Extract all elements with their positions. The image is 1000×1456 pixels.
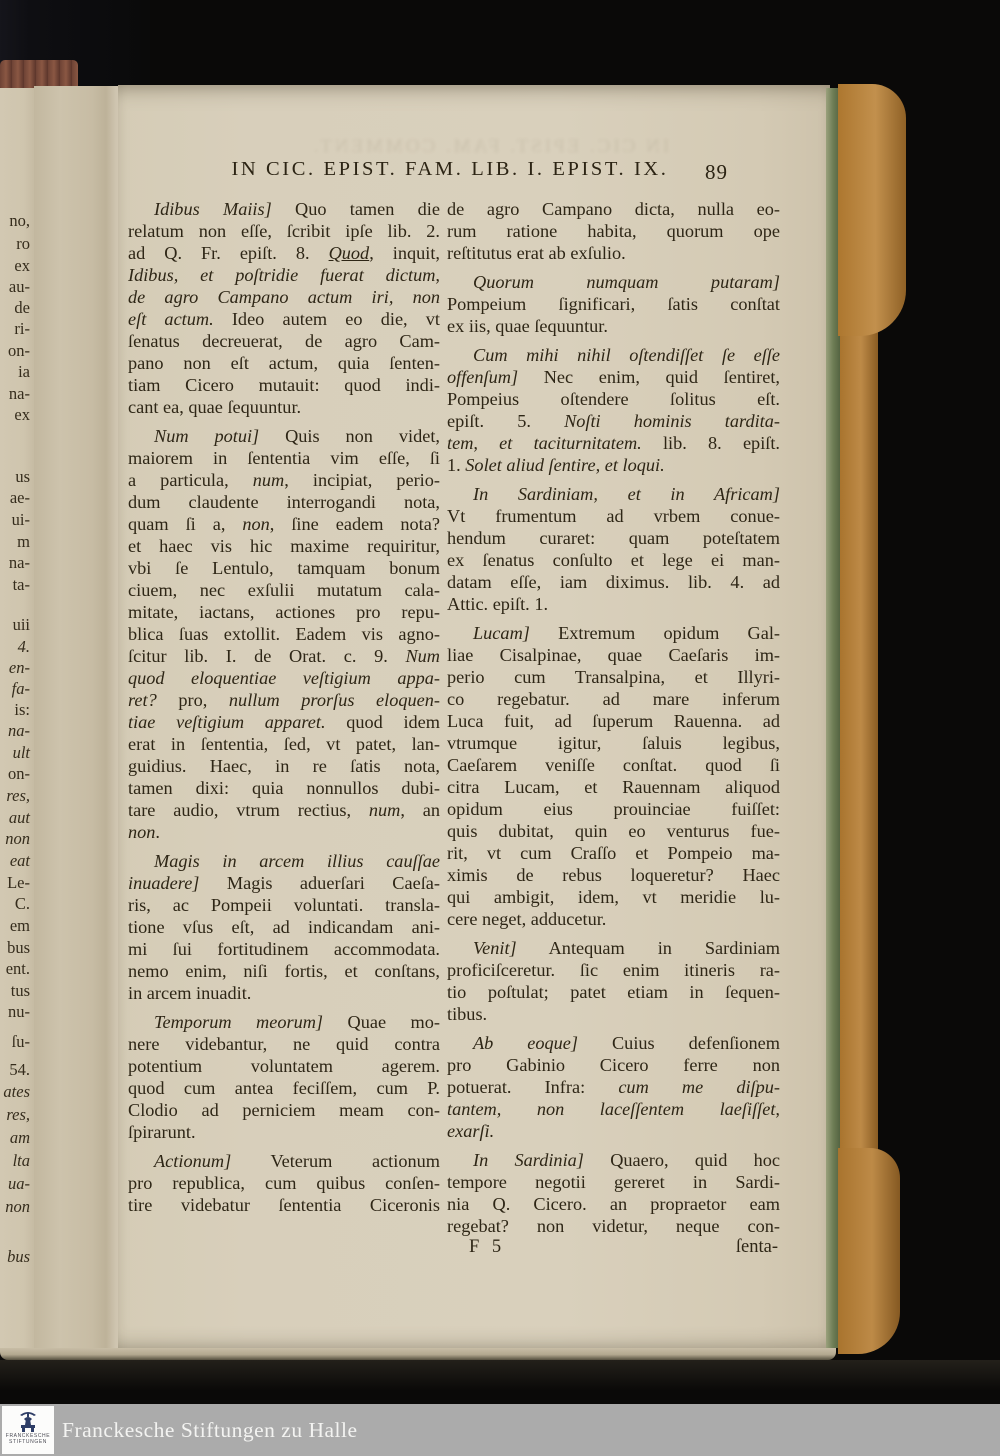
logo-caption-line2: STIFTUNGEN — [9, 1439, 47, 1445]
margin-fragment: am — [9, 1128, 30, 1147]
text-run: , incipiat, perio- — [284, 470, 440, 490]
text-run: , ſine eadem nota? — [269, 514, 440, 534]
text-line — [447, 1032, 780, 1054]
margin-fragment: 4. — [17, 637, 30, 656]
text-line — [447, 198, 780, 220]
text-line — [128, 220, 440, 242]
text-line — [128, 667, 440, 689]
text-run: non — [242, 514, 270, 534]
text-run: erat in ſententia, ſed, vt patet, lan- — [128, 734, 440, 754]
margin-fragment: de — [14, 298, 30, 317]
text-run: tire videbatur ſententia Ciceronis — [128, 1195, 440, 1215]
text-run: Extremum opidum Gal- — [529, 623, 780, 643]
margin-fragment: on- — [8, 341, 30, 360]
text-run: Nec enim, quid ſentiret, — [518, 367, 780, 387]
text-line — [447, 432, 780, 454]
text-line — [447, 293, 780, 315]
catchword: ſenta- — [735, 1237, 778, 1257]
margin-fragment: em — [9, 916, 30, 935]
text-run: proficiſceretur. ſic enim itineris ra- — [447, 960, 780, 980]
text-run: nia Q. Cicero. an propraetor eam — [447, 1194, 780, 1214]
margin-fragment: ult — [12, 743, 30, 762]
leather-corner-top — [838, 84, 906, 336]
margin-fragment: ſu- — [11, 1032, 30, 1051]
text-run: perio cum Transalpina, et Illyri- — [447, 667, 780, 687]
text-run: relatum non eſſe, ſcribit ipſe lib. 2. — [128, 221, 440, 241]
margin-fragment: bus — [7, 1247, 30, 1266]
text-run: tem, et taciturnitatem. — [447, 433, 642, 453]
text-line — [128, 1077, 440, 1099]
text-run: de agro Campano dicta, nulla eo- — [447, 199, 780, 219]
text-line — [447, 820, 780, 842]
margin-fragment: ae- — [9, 488, 30, 507]
text-line — [128, 557, 440, 579]
text-line — [447, 959, 780, 981]
text-line — [447, 483, 780, 505]
text-run: ad Q. Fr. epiſt. 8. — [128, 243, 329, 263]
text-line — [447, 776, 780, 798]
text-run: ſenatus decreuerat, de agro Cam- — [128, 331, 440, 351]
text-run: tamen dixi: quia nonnullos dubi- — [128, 778, 440, 798]
facing-page-text-fragments — [0, 0, 32, 1330]
text-line — [447, 315, 780, 337]
text-line — [447, 732, 780, 754]
text-run: reſtitutus erat ab exſulio. — [447, 243, 626, 263]
text-run: Veterum actionum — [231, 1151, 440, 1171]
text-line — [128, 491, 440, 513]
text-line — [447, 937, 780, 959]
text-line — [128, 286, 440, 308]
text-line — [447, 271, 780, 293]
text-run: blica ſuas extollit. Eadem vis agno- — [128, 624, 440, 644]
running-header: IN CIC. EPIST. FAM. LIB. I. EPIST. IX. — [231, 158, 669, 180]
text-line — [447, 666, 780, 688]
margin-fragment: ui- — [11, 510, 30, 529]
text-run: In Sardiniam, et in Africam] — [473, 484, 780, 504]
margin-fragment: au- — [8, 277, 30, 296]
margin-fragment: ent. — [5, 959, 30, 978]
text-line — [128, 689, 440, 711]
paragraph — [447, 622, 780, 930]
text-run: num — [368, 800, 401, 820]
text-line — [447, 505, 780, 527]
text-column-left — [128, 198, 440, 1216]
text-run: mitate, iactans, actiones pro repu- — [128, 602, 440, 622]
margin-fragment: bus — [7, 938, 30, 957]
paragraph — [447, 937, 780, 1025]
text-run: Idibus, et poſtridie fuerat dictum, — [128, 265, 440, 285]
text-run: rum ratione habita, quorum ope — [447, 221, 780, 241]
text-line — [447, 688, 780, 710]
paragraph — [447, 271, 780, 337]
shadow-below-book — [0, 1360, 1000, 1404]
text-line — [447, 220, 780, 242]
text-line — [447, 644, 780, 666]
paragraph — [447, 1149, 780, 1237]
margin-fragment: ta- — [12, 575, 30, 594]
text-line — [447, 527, 780, 549]
text-line — [447, 754, 780, 776]
margin-fragment: m — [17, 532, 30, 551]
text-run: cum me diſpu- — [618, 1077, 780, 1097]
text-line — [447, 908, 780, 930]
text-run: potentium voluntatem agerem. — [128, 1056, 440, 1076]
text-run: Cuius defenſionem — [578, 1033, 780, 1053]
margin-fragment: on- — [8, 764, 30, 783]
text-run: Num — [405, 646, 440, 666]
text-run: Quae mo- — [323, 1012, 440, 1032]
text-run: Ideo autem eo die, vt — [213, 309, 440, 329]
text-line — [447, 388, 780, 410]
text-line — [128, 1194, 440, 1216]
text-run: rit, vt cum Craſſo et Pompeio ma- — [447, 843, 780, 863]
paragraph — [128, 1011, 440, 1143]
text-line — [128, 850, 440, 872]
text-line — [447, 593, 780, 615]
text-run: Pompeium ſignificari, ſatis conſtat — [447, 294, 780, 314]
text-run: qui ambigit, idem, vt meridie lu- — [447, 887, 780, 907]
text-run: hendum curaret: quam poteſtatem — [447, 528, 780, 548]
text-run: ximis de rebus loqueretur? Haec — [447, 865, 780, 885]
text-line — [128, 469, 440, 491]
text-run: datam eſſe, iam diximus. lib. 4. ad — [447, 572, 780, 592]
text-line — [447, 1054, 780, 1076]
margin-fragment: ro — [16, 234, 30, 253]
text-run: Luca fuit, ad ſuperum Rauenna. ad — [447, 711, 780, 731]
text-line — [447, 981, 780, 1003]
text-run: ret? — [128, 690, 157, 710]
text-run: cant ea, quae ſequuntur. — [128, 397, 302, 417]
text-run: epiſt. 5. — [447, 411, 565, 431]
text-run: Ab eoque] — [473, 1033, 579, 1053]
text-line — [447, 710, 780, 732]
institution-title: Franckesche Stiftungen zu Halle — [62, 1418, 358, 1442]
text-line — [447, 549, 780, 571]
text-run: eſt actum. — [128, 309, 214, 329]
margin-fragment: is: — [14, 700, 30, 719]
text-run: ſcitur lib. I. de Orat. c. 9. — [128, 646, 406, 666]
text-line — [128, 1055, 440, 1077]
text-run: opidum eius prouinciae fuiſſet: — [447, 799, 780, 819]
leather-corner-bottom — [838, 1148, 900, 1354]
text-line — [128, 1172, 440, 1194]
margin-fragment: uii — [12, 615, 30, 634]
paragraph — [447, 198, 780, 264]
margin-fragment: na- — [8, 553, 30, 572]
text-run: tantem, non laceſſentem laeſiſſet, — [447, 1099, 780, 1119]
text-run: Attic. epiſt. 1. — [447, 594, 549, 614]
text-run: vbi ſe Lentulo, tamquam bonum — [128, 558, 440, 578]
text-run: dum claudente interrogandi nota, — [128, 492, 440, 512]
text-run: ciuem, nec exſulii mutatum cala- — [128, 580, 440, 600]
margin-fragment: 54. — [9, 1060, 30, 1079]
text-run: tempore negotii gereret in Sardi- — [447, 1172, 780, 1192]
text-run: nere videbantur, ne quid contra — [128, 1034, 440, 1054]
text-run: Vt frumentum ad vrbem conue- — [447, 506, 780, 526]
text-line — [128, 1011, 440, 1033]
text-run: quis dubitat, quin eo venturus fue- — [447, 821, 780, 841]
text-line — [447, 1149, 780, 1171]
text-run: Quo tamen die — [271, 199, 441, 219]
text-run: cere neget, adducetur. — [447, 909, 607, 929]
text-line — [128, 264, 440, 286]
text-run: inuadere] — [128, 873, 200, 893]
text-line — [447, 571, 780, 593]
text-run: pano non eſt actum, quia ſenten- — [128, 353, 440, 373]
margin-fragment: lta — [12, 1151, 30, 1170]
text-line — [447, 1003, 780, 1025]
text-line — [128, 1150, 440, 1172]
text-run: Caeſarem veniſſe conſtat. quod ſi — [447, 755, 780, 775]
page-stack-bottom-edge — [0, 1348, 836, 1360]
margin-fragment: non — [5, 829, 30, 848]
page-number: 89 — [705, 160, 728, 184]
text-run: de agro Campano actum iri, non — [128, 287, 440, 307]
text-run: lib. 8. epiſt. — [641, 433, 781, 453]
text-run: a particula, — [128, 470, 253, 490]
text-run: Solet aliud ſentire, et loqui. — [465, 455, 665, 475]
text-run: Quod — [328, 243, 370, 263]
text-run: citra Lucam, et Rauennam aliquod — [447, 777, 780, 797]
text-run: Num potui] — [154, 426, 260, 446]
text-run: , an — [400, 800, 440, 820]
text-run: pro, — [156, 690, 229, 710]
text-run: Noſti hominis tardita- — [564, 411, 780, 431]
margin-fragment: ates — [3, 1082, 30, 1101]
margin-fragment: ua- — [8, 1174, 30, 1193]
text-line — [128, 396, 440, 418]
text-line — [128, 579, 440, 601]
text-run: Lucam] — [473, 623, 530, 643]
text-line — [128, 601, 440, 623]
text-line — [128, 352, 440, 374]
text-run: ex iis, quae ſequuntur. — [447, 316, 608, 336]
text-run: tiae veſtigium apparet. — [128, 712, 326, 732]
text-run: maiorem in ſententia vim eſſe, ſi — [128, 448, 440, 468]
text-run: quod eloquentiae veſtigium appa- — [128, 668, 440, 688]
text-run: et haec vis hic maxime requiritur, — [128, 536, 440, 556]
text-line — [447, 410, 780, 432]
margin-fragment: non — [5, 1197, 30, 1216]
text-run: vtrumque igitur, ſaluis legibus, — [447, 733, 780, 753]
text-line — [447, 242, 780, 264]
text-run: tione vſus eſt, ad indicandam ani- — [128, 917, 440, 937]
text-column-right — [447, 198, 780, 1237]
text-run: Pompeius oſtendere ſolitus eſt. — [447, 389, 780, 409]
text-line — [447, 1120, 780, 1142]
text-line — [447, 886, 780, 908]
margin-fragment: aut — [8, 808, 30, 827]
franckesche-logo — [2, 1406, 54, 1454]
margin-fragment: ex — [14, 256, 30, 275]
paragraph — [128, 425, 440, 843]
text-line — [128, 1099, 440, 1121]
text-run: tiam Cicero mutauit: quod indi- — [128, 375, 440, 395]
margin-fragment: ex — [14, 405, 30, 424]
text-line — [128, 308, 440, 330]
text-line — [128, 447, 440, 469]
text-run: liae Cisalpinae, quae Caeſaris im- — [447, 645, 780, 665]
margin-fragment: fa- — [11, 679, 30, 698]
text-line — [128, 777, 440, 799]
text-run: Quis non videt, — [259, 426, 440, 446]
text-run: guidius. Haec, in re ſatis nota, — [128, 756, 440, 776]
page-gutter-shadow — [34, 86, 128, 1350]
text-run: mi ſui fortitudinem accommodata. — [128, 939, 440, 959]
text-run: nemo enim, niſi fortis, et conſtans, — [128, 961, 440, 981]
text-line — [128, 982, 440, 1004]
text-line — [447, 1171, 780, 1193]
signature-line — [447, 1236, 780, 1258]
text-line — [447, 622, 780, 644]
text-run: In Sardinia] — [473, 1150, 584, 1170]
text-line — [128, 938, 440, 960]
text-run: in arcem inuadit. — [128, 983, 252, 1003]
text-run: exarſi. — [447, 1121, 495, 1141]
text-line — [447, 1076, 780, 1098]
paragraph — [447, 483, 780, 615]
text-run: co regebatur. ad mare inferum — [447, 689, 780, 709]
text-line — [447, 366, 780, 388]
text-line — [447, 798, 780, 820]
text-line — [128, 645, 440, 667]
text-line — [128, 198, 440, 220]
text-run: Actionum] — [154, 1151, 232, 1171]
paragraph — [128, 850, 440, 1004]
text-line — [128, 623, 440, 645]
text-run: Idibus Maiis] — [154, 199, 272, 219]
text-line — [128, 960, 440, 982]
text-line — [128, 916, 440, 938]
margin-fragment: ia — [18, 362, 30, 381]
text-run: regebat? non videtur, neque con- — [447, 1216, 780, 1236]
text-line — [128, 1121, 440, 1143]
text-run: tibus. — [447, 1004, 488, 1024]
text-run: nullum prorſus eloquen- — [228, 690, 440, 710]
text-line — [128, 242, 440, 264]
logo-caption-line1: FRANCKESCHE — [5, 1433, 51, 1439]
text-run: 1. — [447, 455, 466, 475]
text-run: tio poſtulat; patet etiam in ſequen- — [447, 982, 780, 1002]
text-run: potuerat. Infra: — [447, 1077, 619, 1097]
text-run: Quaero, quid hoc — [583, 1150, 780, 1170]
text-run: . — [155, 822, 160, 842]
text-run: Temporum meorum] — [154, 1012, 324, 1032]
margin-fragment: ri- — [14, 319, 30, 338]
text-line — [447, 344, 780, 366]
text-run: num — [252, 470, 285, 490]
margin-fragment: eat — [9, 851, 30, 870]
text-run: ex ſenatus conſulto et lege ei man- — [447, 550, 780, 570]
margin-fragment: en- — [8, 658, 30, 677]
text-line — [128, 894, 440, 916]
text-line — [447, 1193, 780, 1215]
text-run: , inquit, — [369, 243, 440, 263]
margin-fragment: res, — [6, 1105, 30, 1124]
showthrough-ghost-text: IN CIC. EPIST. FAM. COMMENT. — [310, 136, 670, 157]
footer-bar — [0, 1404, 1000, 1456]
text-run: offenſum] — [447, 367, 519, 387]
margin-fragment: no, — [9, 211, 30, 230]
text-run: Venit] — [473, 938, 517, 958]
text-line — [128, 535, 440, 557]
text-line — [128, 374, 440, 396]
text-run: tare audio, vtrum rectius, — [128, 800, 369, 820]
text-run: Clodio ad perniciem meam con- — [128, 1100, 440, 1120]
margin-fragment: res, — [6, 786, 30, 805]
text-run: pro republica, cum quibus conſen- — [128, 1173, 440, 1193]
text-line — [447, 1098, 780, 1120]
text-run: pro Gabinio Cicero ferre non — [447, 1055, 780, 1075]
margin-fragment: nu- — [8, 1002, 30, 1021]
text-line — [128, 513, 440, 535]
eagle-emblem-icon — [17, 1409, 39, 1433]
margin-fragment: us — [15, 467, 30, 486]
text-run: Quorum numquam putaram] — [473, 272, 780, 292]
margin-fragment: Le- — [7, 873, 30, 892]
text-run: Cum mihi nihil oſtendiſſet ſe eſſe — [473, 345, 780, 365]
margin-fragment: tus — [10, 981, 30, 1000]
margin-fragment: na- — [8, 384, 30, 403]
text-line — [447, 864, 780, 886]
text-line — [447, 454, 780, 476]
text-run: ris, ac Pompeii voluntati. transla- — [128, 895, 440, 915]
text-run: Magis aduerſari Caeſa- — [199, 873, 440, 893]
paragraph — [128, 1150, 440, 1216]
text-line — [447, 842, 780, 864]
text-line — [128, 330, 440, 352]
text-line — [128, 799, 440, 821]
text-run: quod idem — [325, 712, 440, 732]
text-run: quam ſi a, — [128, 514, 243, 534]
text-line — [128, 872, 440, 894]
text-line — [447, 1215, 780, 1237]
text-line — [128, 711, 440, 733]
text-line — [128, 425, 440, 447]
text-run: Antequam in Sardiniam — [516, 938, 780, 958]
text-line — [128, 755, 440, 777]
paragraph — [447, 344, 780, 476]
paragraph — [447, 1032, 780, 1142]
text-line — [128, 1033, 440, 1055]
text-run: quod cum antea feciſſem, cum P. — [128, 1078, 440, 1098]
text-line — [128, 821, 440, 843]
margin-fragment: na- — [8, 721, 30, 740]
text-run: Magis in arcem illius cauſſae — [154, 851, 440, 871]
text-run: non — [128, 822, 156, 842]
gathering-signature: F 5 — [469, 1237, 506, 1257]
text-line — [128, 733, 440, 755]
margin-fragment: C. — [14, 894, 30, 913]
paragraph — [128, 198, 440, 418]
text-run: ſpirarunt. — [128, 1122, 196, 1142]
